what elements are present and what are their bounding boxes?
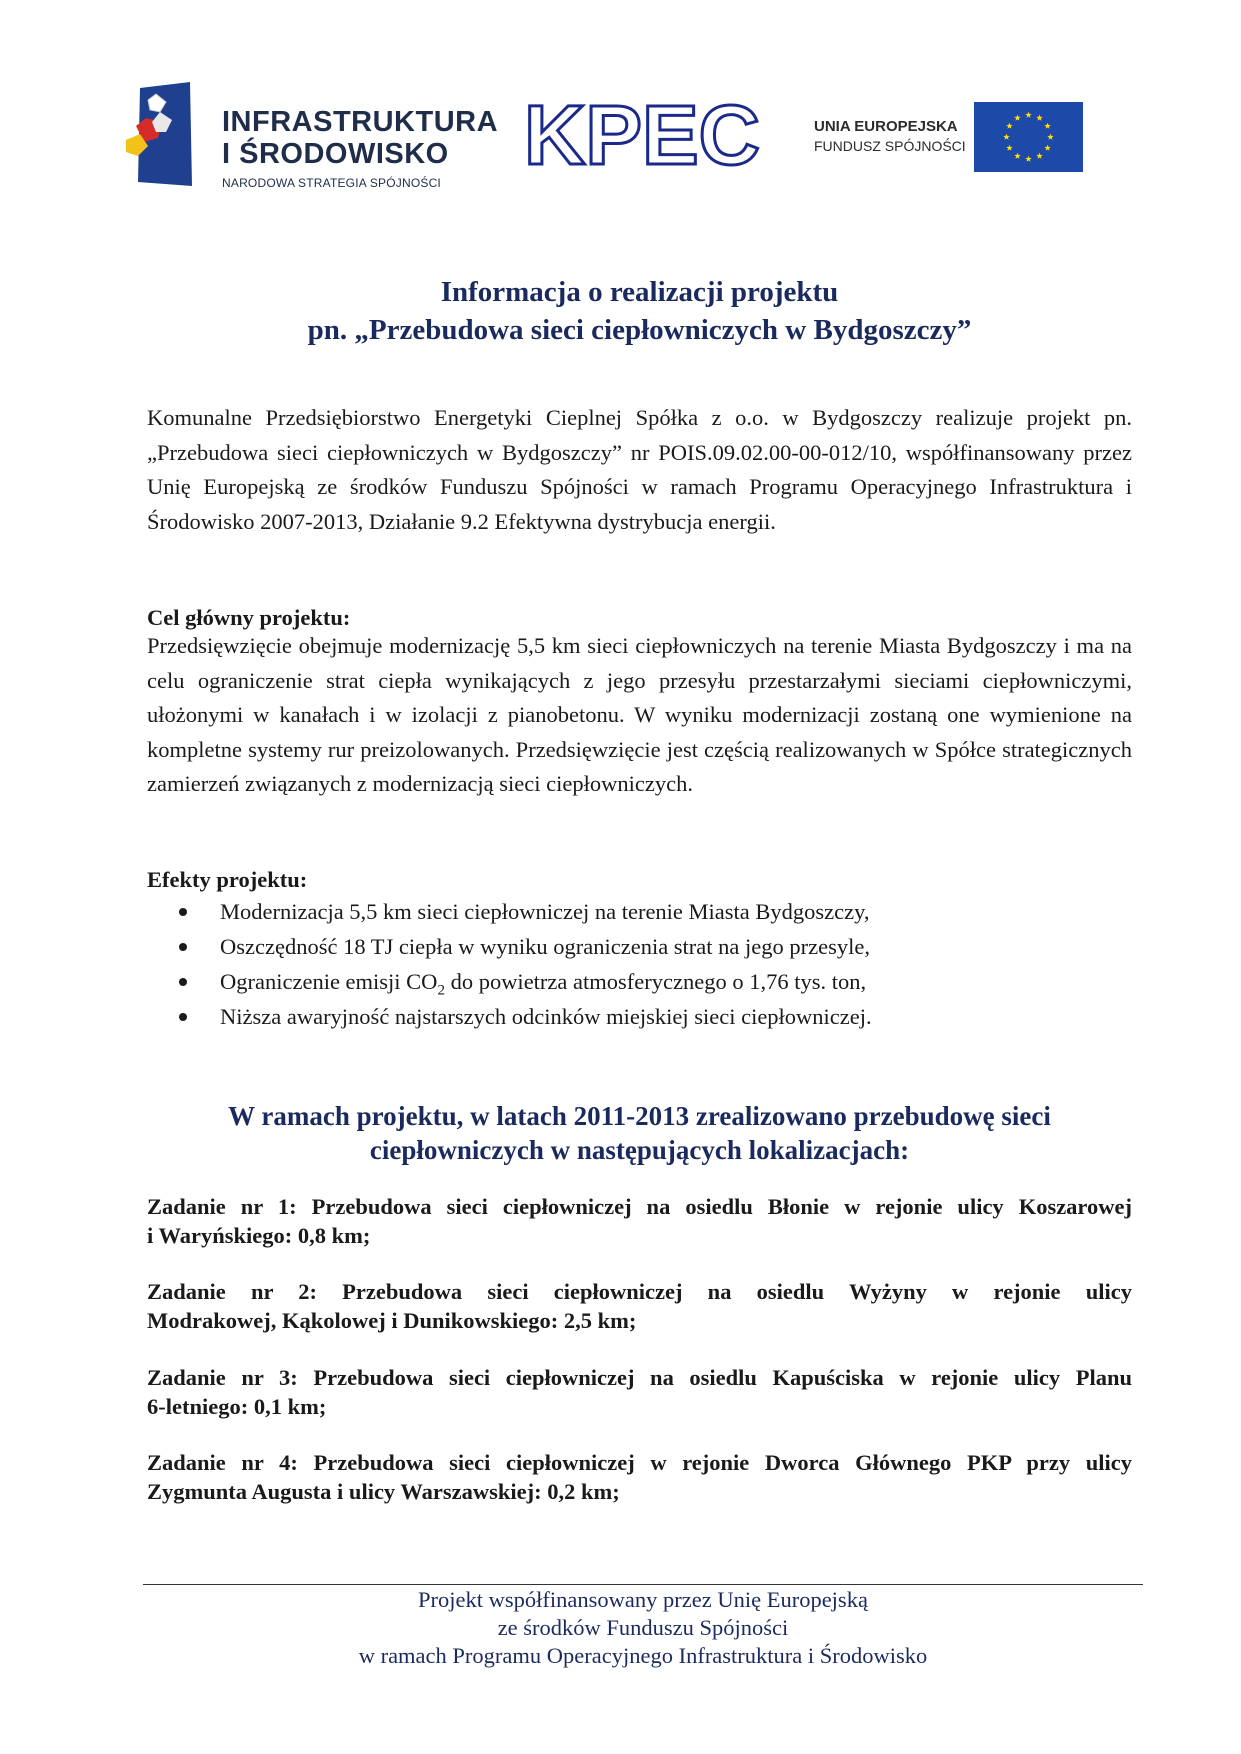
is-star-mark-icon	[122, 82, 194, 190]
task-item: Zadanie nr 1: Przebudowa sieci ciepłowniczej na osiedlu Błonie w rejonie ulicy Koszarowej i Waryńskiego: 0,8 km;	[147, 1194, 1132, 1248]
effects-list-item: Oszczędność 18 TJ ciepła w wyniku ograniczenia strat na jego przesyle,	[147, 929, 1132, 964]
bullet-icon	[179, 978, 187, 986]
goal-heading: Cel główny projektu:	[147, 605, 351, 630]
is-logo-line1: INFRASTRUKTURA	[222, 106, 499, 138]
is-logo-subline: NARODOWA STRATEGIA SPÓJNOŚCI	[222, 176, 441, 190]
document-title-line1: Informacja o realizacji projektu	[440, 276, 839, 308]
footer-line3: w ramach Programu Operacyjnego Infrastruktura i Środowisko	[358, 1643, 928, 1668]
intro-paragraph: Komunalne Przedsiębiorstwo Energetyki Cieplnej Spółka z o.o. w Bydgoszczy realizuje projekt pn. „Przebudowa sieci ciepłowniczych w Bydgoszczy” nr POIS.09.02.00-00-012/10, współfinansowany przez Unię Europejską ze środków Funduszu Spójności w ramach Programu Operacyjnego Infrastruktura i Środowisko 2007-2013, Działanie 9.2 Efektywna dystrybucja energii.	[147, 405, 1132, 534]
kpec-wordmark-icon	[524, 98, 762, 170]
footer-line2: ze środków Funduszu Spójności	[497, 1615, 789, 1640]
locations-heading-line2: ciepłowniczych w następujących lokalizacjach:	[369, 1135, 910, 1165]
eu-flag-icon	[974, 102, 1083, 172]
document-title-line2: pn. „Przebudowa sieci ciepłowniczych w Bydgoszczy”	[307, 314, 972, 346]
eu-logo-line2: FUNDUSZ SPÓJNOŚCI	[814, 138, 966, 154]
locations-heading-line1: W ramach projektu, w latach 2011-2013 zrealizowano przebudowę sieci	[228, 1101, 1051, 1131]
eu-logo-line1: UNIA EUROPEJSKA	[814, 118, 958, 135]
bullet-icon	[179, 943, 187, 951]
footer-line1: Projekt współfinansowany przez Unię Europejską	[418, 1587, 868, 1612]
effects-heading: Efekty projektu:	[147, 867, 308, 892]
effects-list-item: Modernizacja 5,5 km sieci ciepłowniczej na terenie Miasta Bydgoszczy,	[147, 894, 1132, 929]
bullet-icon	[179, 1013, 187, 1021]
footer-divider	[143, 1584, 1143, 1585]
goal-paragraph: Przedsięwzięcie obejmuje modernizację 5,5 km sieci ciepłowniczych na terenie Miasta Bydgoszczy i ma na celu ograniczenie strat ciepła wynikających z jego przesyłu przestarzałymi sieciami ciepłowniczymi, ułożonymi w kanałach i w izolacji z pianobetonu. W wyniku modernizacji zostaną one wymienione na kompletne systemy rur preizolowanych. Przedsięwzięcie jest częścią realizowanych w Spółce strategicznych zamierzeń związanych z modernizacją sieci ciepłowniczych.	[147, 633, 1132, 796]
is-logo-line2: I ŚRODOWISKO	[222, 138, 449, 170]
task-item: Zadanie nr 4: Przebudowa sieci ciepłowniczej w rejonie Dworca Głównego PKP przy ulicy Zygmunta Augusta i ulicy Warszawskiej: 0,2 km;	[147, 1450, 1132, 1504]
effects-list-item: Niższa awaryjność najstarszych odcinków miejskiej sieci ciepłowniczej.	[147, 999, 1132, 1034]
task-item: Zadanie nr 2: Przebudowa sieci ciepłowniczej na osiedlu Wyżyny w rejonie ulicy Modrakowej, Kąkolowej i Dunikowskiego: 2,5 km;	[147, 1279, 1132, 1333]
task-item: Zadanie nr 3: Przebudowa sieci ciepłowniczej na osiedlu Kapuściska w rejonie ulicy Planu 6-letniego: 0,1 km;	[147, 1365, 1132, 1419]
kpec-logo	[524, 98, 762, 170]
infrastruktura-srodowisko-logo	[122, 82, 499, 194]
eu-cohesion-fund-logo	[814, 102, 1088, 172]
effects-list-item: Ograniczenie emisji $CO_2$ do powietrza atmosferycznego o 1,76 tys. ton,	[147, 964, 1132, 999]
effects-list	[147, 894, 1132, 1034]
bullet-icon	[179, 908, 187, 916]
header-logos	[0, 0, 1241, 200]
svg-text:KPEC: KPEC	[524, 98, 760, 170]
